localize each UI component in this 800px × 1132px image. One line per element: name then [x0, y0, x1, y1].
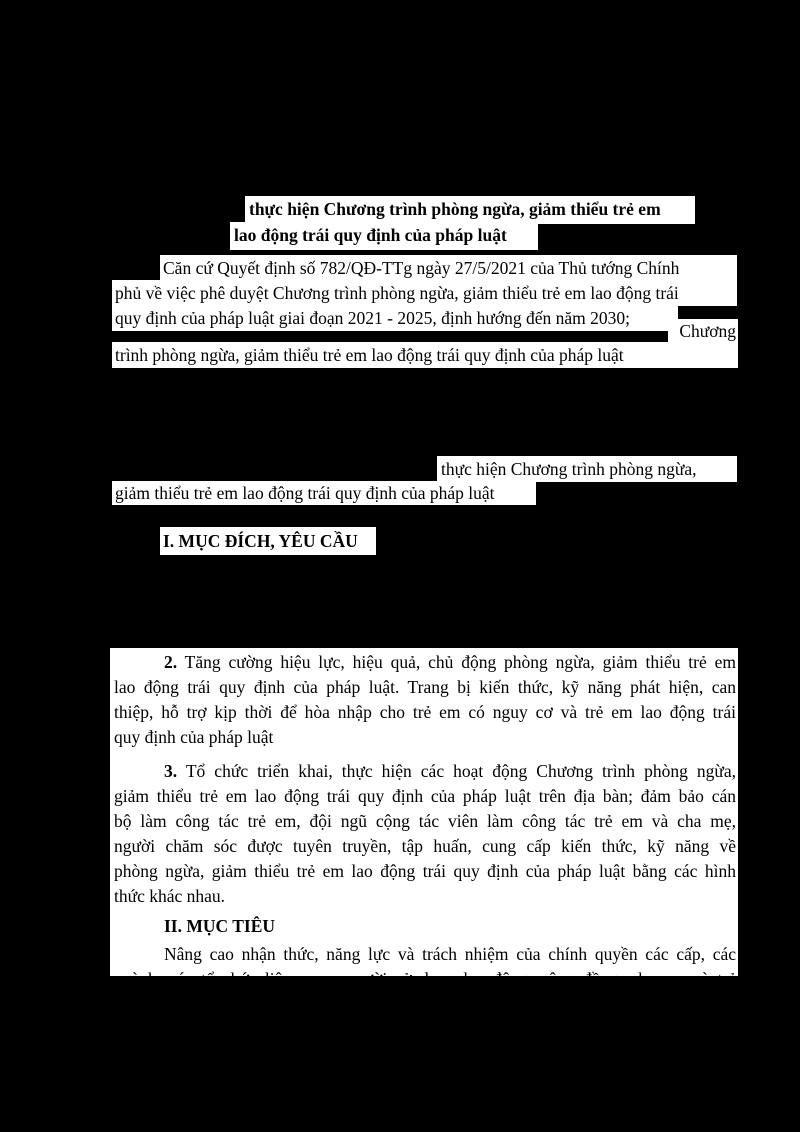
- intro-line-4: Chương: [679, 321, 736, 341]
- intro-line-2: phủ về việc phê duyệt Chương trình phòng ngừa, giảm thiểu trẻ em lao động trái: [115, 283, 679, 303]
- intro-line-3-block: [112, 305, 678, 331]
- main-body-block: [110, 648, 738, 1014]
- item-3-line-4: người chăm sóc được tuyên truyền, tập huấn, cung cấp kiến thức, kỹ năng về: [114, 836, 736, 856]
- intro-line-5-block: [112, 342, 738, 368]
- item-3-text-1: Tổ chức triển khai, thực hiện các hoạt động Chương trình phòng ngừa,: [185, 761, 736, 781]
- plan-ref-line-2-block: [112, 481, 536, 505]
- item-3-number: 3.: [164, 761, 178, 781]
- intro-line-3: quy định của pháp luật giai đoạn 2021 - 2025, định hướng đến năm 2030;: [115, 308, 630, 328]
- item-3-line-3: bộ làm công tác trẻ em, đội ngũ cộng tác viên làm công tác trẻ em và cha mẹ,: [114, 811, 736, 831]
- item-3-line-6: thức khác nhau.: [114, 886, 226, 906]
- section-2-line-3: em về lao động trẻ em:: [114, 994, 275, 1014]
- item-3-line-1: [114, 759, 736, 784]
- item-2-line-3: thiệp, hỗ trợ kịp thời để hòa nhập cho trẻ em có nguy cơ và trẻ em lao động trái: [114, 702, 736, 722]
- document-title-line-2: lao động trái quy định của pháp luật: [234, 225, 507, 245]
- intro-line-2-block: [112, 280, 737, 306]
- item-2-text-1: Tăng cường hiệu lực, hiệu quả, chủ động phòng ngừa, giảm thiểu trẻ em: [184, 652, 736, 672]
- plan-ref-line-1-block: [437, 456, 737, 482]
- section-1-heading: I. MỤC ĐÍCH, YÊU CẦU: [163, 531, 358, 551]
- intro-line-1: Căn cứ Quyết định số 782/QĐ-TTg ngày 27/5/2021 của Thủ tướng Chính: [163, 258, 680, 278]
- section-2-line-2: ngành, các tổ chức liên quan, người sử dụng lao động, cộng đồng, cha mẹ và trẻ: [114, 969, 736, 989]
- item-3-line-2: giảm thiểu trẻ em lao động trái quy định của pháp luật trên địa bàn; đảm bảo cán: [114, 786, 736, 806]
- item-2-line-1: [114, 650, 736, 675]
- item-3-line-5: phòng ngừa, giảm thiểu trẻ em lao động trái quy định của pháp luật bằng các hình: [114, 861, 736, 881]
- plan-ref-line-1: thực hiện Chương trình phòng ngừa,: [441, 459, 697, 479]
- section-2-heading: II. MỤC TIÊU: [164, 916, 276, 936]
- title-line-2-block: [230, 222, 538, 250]
- item-2-line-4: quy định của pháp luật: [114, 727, 274, 747]
- item-2-line-2: lao động trái quy định của pháp luật. Trang bị kiến thức, kỹ năng phát hiện, can: [114, 677, 736, 697]
- document-title-line-1: thực hiện Chương trình phòng ngừa, giảm thiểu trẻ em: [249, 199, 661, 219]
- item-2-number: 2.: [164, 652, 178, 672]
- section-2-line-1: Nâng cao nhận thức, năng lực và trách nhiệm của chính quyền các cấp, các: [164, 944, 736, 964]
- intro-line-4-block: [668, 319, 738, 343]
- intro-line-5: trình phòng ngừa, giảm thiểu trẻ em lao động trái quy định của pháp luật: [115, 345, 624, 365]
- title-line-1-block: [245, 196, 695, 224]
- section-1-heading-block: [160, 527, 376, 555]
- intro-line-1-block: [160, 255, 737, 281]
- plan-ref-line-2: giảm thiểu trẻ em lao động trái quy định của pháp luật: [115, 483, 495, 503]
